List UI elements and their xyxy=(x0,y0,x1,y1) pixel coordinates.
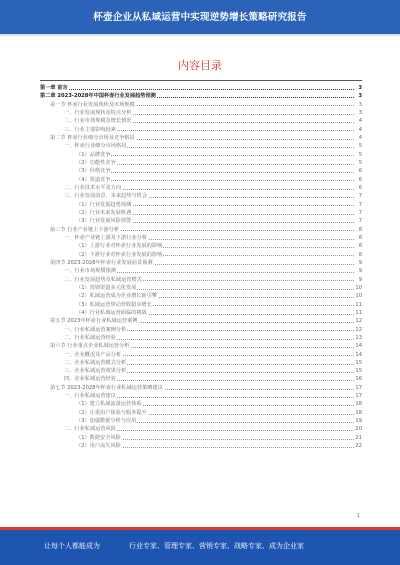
toc-entry-label: 第五节 2023年杯壶行业私域运营案例 xyxy=(50,318,138,325)
toc-entry-label: （2）下游行业对杯壶行业发展的影响 xyxy=(76,251,163,258)
toc-entry[interactable] xyxy=(40,192,362,200)
toc-entry-page: 3 xyxy=(358,93,362,100)
table-of-contents xyxy=(40,84,362,450)
toc-entry[interactable] xyxy=(40,276,362,284)
toc-entry-page: 10 xyxy=(355,284,362,291)
toc-entry-page: 7 xyxy=(358,218,362,225)
toc-title: 内容目录 xyxy=(178,59,222,72)
toc-entry-label: 四、企业私域运营经验 xyxy=(64,376,116,383)
toc-entry[interactable] xyxy=(40,375,362,383)
page-number: 1 xyxy=(356,513,360,519)
toc-entry[interactable] xyxy=(40,209,362,217)
toc-entry-page: 11 xyxy=(355,309,362,316)
toc-entry-label: 二、行业技术水平及方向 xyxy=(64,184,122,191)
toc-entry[interactable] xyxy=(40,217,362,225)
toc-leader-dots xyxy=(76,180,354,181)
toc-entry-page: 14 xyxy=(355,351,362,358)
toc-entry-page: 5 xyxy=(358,151,362,158)
toc-leader-dots xyxy=(76,172,354,173)
toc-entry-page: 8 xyxy=(358,243,362,250)
toc-entry-page: 17 xyxy=(355,384,362,391)
toc-entry[interactable] xyxy=(40,367,362,375)
footer-slogan-left: 让每个人都能成为 xyxy=(44,542,100,550)
toc-entry-page: 4 xyxy=(358,134,362,141)
toc-entry-label: 二、企业私域运营模式分析 xyxy=(64,359,127,366)
toc-entry[interactable] xyxy=(40,142,362,150)
toc-entry[interactable] xyxy=(40,334,362,342)
toc-entry-page: 21 xyxy=(355,434,362,441)
toc-entry-label: （4）行业私域运营面临的挑战 xyxy=(76,309,147,316)
toc-entry-label: 第四节 2023-2028年杯壶行业发展前景预测 xyxy=(50,259,153,266)
toc-entry-page: 9 xyxy=(358,259,362,266)
toc-entry[interactable] xyxy=(40,317,362,325)
toc-entry[interactable] xyxy=(40,267,362,275)
toc-entry[interactable] xyxy=(40,384,362,392)
toc-entry[interactable] xyxy=(40,359,362,367)
toc-entry[interactable] xyxy=(40,151,362,159)
toc-entry-label: （1）营销渠道多元化发展 xyxy=(76,284,137,291)
toc-entry-page: 8 xyxy=(358,226,362,233)
toc-entry[interactable] xyxy=(40,434,362,442)
toc-entry[interactable] xyxy=(40,342,362,350)
toc-entry-label: 一、行业发展现状及特点分析 xyxy=(64,109,132,116)
toc-entry-page: 4 xyxy=(358,118,362,125)
toc-entry-page: 4 xyxy=(358,126,362,133)
toc-entry-label: 一、行业私域运营建议 xyxy=(64,393,116,400)
toc-entry-page: 15 xyxy=(355,368,362,375)
toc-entry[interactable] xyxy=(40,309,362,317)
toc-entry-page: 22 xyxy=(355,443,362,450)
toc-entry[interactable] xyxy=(40,284,362,292)
toc-entry[interactable] xyxy=(40,351,362,359)
toc-entry[interactable] xyxy=(40,84,362,92)
toc-entry-label: 三、企业私域运营效果分析 xyxy=(64,368,127,375)
toc-entry-page: 6 xyxy=(358,176,362,183)
toc-entry-label: （2）行业未来发展机遇 xyxy=(76,209,132,216)
toc-entry[interactable] xyxy=(40,167,362,175)
toc-entry-page: 16 xyxy=(355,376,362,383)
toc-entry[interactable] xyxy=(40,234,362,242)
toc-entry-label: （4）渠道竞争 xyxy=(76,176,111,183)
toc-entry-label: 第一章 前言 xyxy=(40,85,68,91)
toc-entry[interactable] xyxy=(40,92,362,100)
toc-entry-page: 20 xyxy=(355,426,362,433)
toc-entry-label: （1）数据安全风险 xyxy=(76,434,121,441)
toc-entry[interactable] xyxy=(40,184,362,192)
toc-entry-page: 8 xyxy=(358,251,362,258)
toc-entry[interactable] xyxy=(40,159,362,167)
toc-entry-label: （3）行业发展风险预警 xyxy=(76,218,132,225)
toc-entry-label: （2）私域运营成为企业增长新引擎 xyxy=(76,293,158,300)
toc-entry[interactable] xyxy=(40,326,362,334)
toc-entry[interactable] xyxy=(40,392,362,400)
toc-entry-page: 7 xyxy=(358,193,362,200)
toc-leader-dots xyxy=(76,164,354,165)
report-title: 杯壶企业从私域运营中实现逆势增长策略研究报告 xyxy=(93,12,307,23)
toc-entry-page: 7 xyxy=(358,201,362,208)
toc-entry[interactable] xyxy=(40,259,362,267)
report-header-bar xyxy=(0,0,400,34)
toc-entry-page: 11 xyxy=(355,301,362,308)
toc-entry-page: 3 xyxy=(358,85,362,91)
toc-entry[interactable] xyxy=(40,176,362,184)
toc-entry-label: （1）建立私域流量运营体系 xyxy=(76,401,142,408)
toc-entry[interactable] xyxy=(40,126,362,134)
toc-entry-page: 9 xyxy=(358,268,362,275)
toc-entry[interactable] xyxy=(40,201,362,209)
toc-entry-page: 17 xyxy=(355,393,362,400)
toc-entry[interactable] xyxy=(40,242,362,250)
toc-entry-label: 一、杯壶产业链上游及下游行业分析 xyxy=(64,234,148,241)
toc-entry-label: 一、企业概况及产品分析 xyxy=(64,351,122,358)
toc-entry-label: 第二节 杯壶行业细分市场及竞争格局 xyxy=(50,134,135,141)
toc-entry[interactable] xyxy=(40,301,362,309)
toc-entry-label: （1）品牌竞争 xyxy=(76,151,111,158)
toc-entry-label: 一、行业私域运营案例分析 xyxy=(64,326,127,333)
toc-entry-page: 15 xyxy=(355,359,362,366)
toc-entry-label: 第一节 杯壶行业发展现状及市场规模 xyxy=(50,101,135,108)
toc-entry-page: 12 xyxy=(355,326,362,333)
footer-slogan-right: 行业专家、管理专家、营销专家、战略专家、成为企业家 xyxy=(129,542,304,550)
toc-entry[interactable] xyxy=(40,226,362,234)
toc-entry[interactable] xyxy=(40,101,362,109)
toc-entry-label: （2）注重用户体验与服务提升 xyxy=(76,409,147,416)
toc-divider xyxy=(40,80,362,81)
toc-entry-label: （1）上游行业对杯壶行业发展的影响 xyxy=(76,243,163,250)
toc-entry-label: 二、行业发展趋势及私域运营模式 xyxy=(64,276,142,283)
toc-entry-page: 6 xyxy=(358,168,362,175)
toc-entry-page: 5 xyxy=(358,143,362,150)
toc-entry[interactable] xyxy=(40,417,362,425)
toc-entry-page: 3 xyxy=(358,101,362,108)
toc-entry-page: 3 xyxy=(358,109,362,116)
toc-entry-page: 19 xyxy=(355,418,362,425)
toc-entry-label: 三、行业发展前景、未来趋势与机会 xyxy=(64,193,148,200)
toc-entry[interactable] xyxy=(40,292,362,300)
header-shadow xyxy=(0,34,400,37)
toc-entry-page: 18 xyxy=(355,401,362,408)
toc-entry-label: 一、行业市场规模预测 xyxy=(64,268,116,275)
toc-entry-page: 14 xyxy=(355,343,362,350)
toc-entry[interactable] xyxy=(40,109,362,117)
toc-entry-label: （3）价格竞争 xyxy=(76,168,111,175)
toc-entry-page: 12 xyxy=(355,318,362,325)
toc-leader-dots xyxy=(40,89,354,90)
toc-entry[interactable] xyxy=(40,251,362,259)
toc-entry-page: 9 xyxy=(358,276,362,283)
toc-entry-label: 二、行业私域运营风险 xyxy=(64,426,116,433)
toc-entry-label: 三、行业主要影响因素 xyxy=(64,126,116,133)
toc-entry-page: 10 xyxy=(355,293,362,300)
toc-entry-label: 二、行业市场规模及增长情况 xyxy=(64,118,132,125)
toc-entry-page: 18 xyxy=(355,409,362,416)
toc-entry-label: 第三节 行业产业链上下游分析 xyxy=(50,226,120,233)
toc-entry[interactable] xyxy=(40,134,362,142)
toc-entry-label: 第六节 行业重点企业私域运营分析 xyxy=(50,343,130,350)
toc-entry[interactable] xyxy=(40,442,362,450)
toc-entry-page: 8 xyxy=(358,234,362,241)
toc-leader-dots xyxy=(76,155,354,156)
toc-entry[interactable] xyxy=(40,409,362,417)
toc-entry-label: （3）私域运营带动营收稳步增长 xyxy=(76,301,152,308)
toc-entry-label: （2）功能性竞争 xyxy=(76,159,116,166)
toc-entry-page: 13 xyxy=(355,334,362,341)
toc-entry-label: （2）用户流失风险 xyxy=(76,443,121,450)
toc-entry-page: 5 xyxy=(358,159,362,166)
toc-entry-page: 7 xyxy=(358,209,362,216)
toc-entry[interactable] xyxy=(40,425,362,433)
toc-entry-label: （1）行业发展趋势预测 xyxy=(76,201,132,208)
toc-entry[interactable] xyxy=(40,117,362,125)
toc-entry-label: 一、杯壶行业细分市场格局 xyxy=(64,143,127,150)
toc-entry-label: 第二章 2023-2028年中国杯壶行业发展趋势预测 xyxy=(40,93,156,100)
toc-entry-label: 第七节 2023-2028年杯壶行业私域运营策略建议 xyxy=(50,384,163,391)
toc-entry-page: 6 xyxy=(358,184,362,191)
toc-entry-label: 二、行业私域运营经验 xyxy=(64,334,116,341)
toc-entry-label: （3）加强数据分析与应用 xyxy=(76,418,137,425)
toc-entry[interactable] xyxy=(40,400,362,408)
